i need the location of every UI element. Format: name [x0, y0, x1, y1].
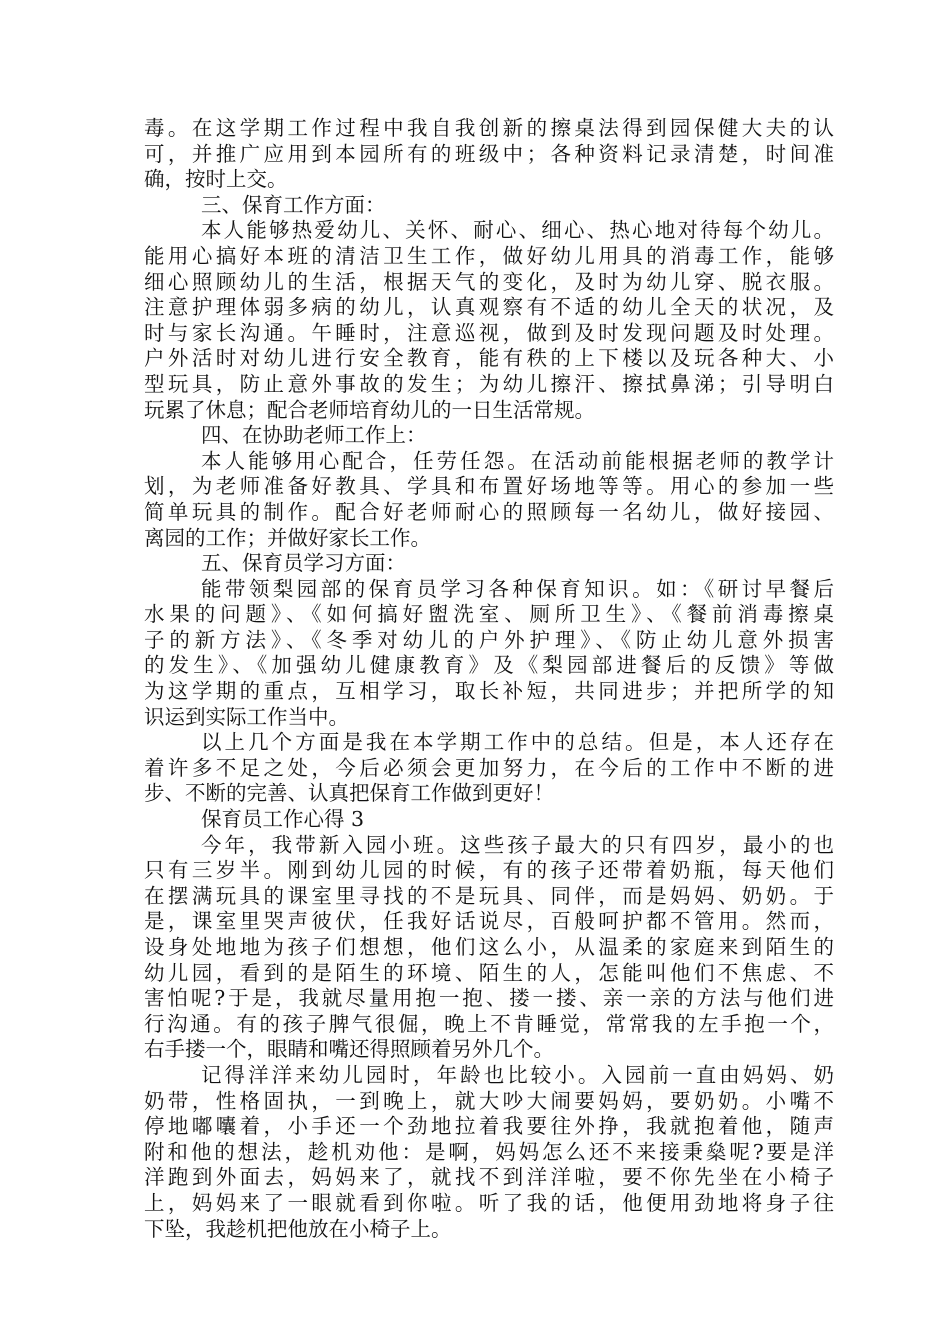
text-line: 时与家长沟通。午睡时，注意巡视，做到及时发现问题及时处理。: [144, 320, 834, 345]
text-line: 今年，我带新入园小班。这些孩子最大的只有四岁，最小的也: [201, 832, 834, 857]
text-line: 上，妈妈来了一眼就看到你啦。听了我的话，他便用劲地将身子往: [144, 1190, 834, 1215]
text-line: 本人能够用心配合，任劳任怨。在活动前能根据老师的教学计: [201, 448, 834, 473]
text-line: 可，并推广应用到本园所有的班级中；各种资料记录清楚，时间准: [144, 141, 834, 166]
text-line: 下坠，我趁机把他放在小椅子上。: [144, 1216, 452, 1241]
text-line: 本人能够热爱幼儿、关怀、耐心、细心、热心地对待每个幼儿。: [201, 218, 834, 243]
text-line: 划，为老师准备好教具、学具和布置好场地等等。用心的参加一些: [144, 474, 834, 499]
text-line: 能带领梨园部的保育员学习各种保育知识。如：《研讨早餐后: [201, 576, 834, 601]
text-line: 型玩具，防止意外事故的发生；为幼儿擦汗、擦拭鼻涕；引导明白: [144, 371, 834, 396]
text-line: 注意护理体弱多病的幼儿，认真观察有不适的幼儿全天的状况，及: [144, 295, 834, 320]
text-line: 五、保育员学习方面：: [201, 551, 406, 576]
text-line: 害怕呢?于是，我就尽量用抱一抱、搂一搂、亲一亲的方法与他们进: [144, 986, 834, 1011]
text-line: 离园的工作；并做好家长工作。: [144, 525, 431, 550]
text-line: 右手搂一个，眼睛和嘴还得照顾着另外几个。: [144, 1037, 554, 1062]
text-line: 幼儿园，看到的是陌生的环境、陌生的人，怎能叫他们不焦虑、不: [144, 960, 834, 985]
text-line: 确，按时上交。: [144, 167, 288, 192]
text-line: 为这学期的重点，互相学习，取长补短，共同进步；并把所学的知: [144, 679, 834, 704]
text-line: 停地嘟囔着，小手还一个劲地拉着我要往外挣，我就抱着他，随声: [144, 1114, 834, 1139]
document-body: [144, 116, 834, 1242]
text-line: 子的新方法》、《冬季对幼儿的户外护理》、《防止幼儿意外损害: [144, 627, 834, 652]
text-line: 的发生》、《加强幼儿健康教育》及《梨园部进餐后的反馈》等做: [144, 653, 834, 678]
text-line: 行沟通。有的孩子脾气很倔，晚上不肯睡觉，常常我的左手抱一个，: [144, 1011, 834, 1036]
text-line: 简单玩具的制作。配合好老师耐心的照顾每一名幼儿，做好接园、: [144, 499, 834, 524]
text-line: 设身处地地为孩子们想想，他们这么小，从温柔的家庭来到陌生的: [144, 935, 834, 959]
text-line: 毒。在这学期工作过程中我自我创新的擦桌法得到园保健大夫的认: [144, 116, 834, 140]
text-line: 玩累了休息；配合老师培育幼儿的一日生活常规。: [144, 397, 595, 422]
text-line: 记得洋洋来幼儿园时，年龄也比较小。入园前一直由妈妈、奶: [201, 1062, 834, 1087]
text-line: 着许多不足之处，今后必须会更加努力，在今后的工作中不断的进: [144, 755, 834, 780]
text-line: 细心照顾幼儿的生活，根据天气的变化，及时为幼儿穿、脱衣服。: [144, 269, 834, 294]
text-line: 户外活时对幼儿进行安全教育，能有秩的上下楼以及玩各种大、小: [144, 346, 834, 371]
text-line: 以上几个方面是我在本学期工作中的总结。但是，本人还存在: [201, 730, 834, 755]
text-line: 四、在协助老师工作上：: [201, 423, 427, 448]
text-line: 步、不断的完善、认真把保育工作做到更好！: [144, 781, 554, 806]
text-line: 水果的问题》、《如何搞好盥洗室、厕所卫生》、《餐前消毒擦桌: [144, 602, 834, 627]
text-line: 奶带，性格固执，一到晚上，就大吵大闹要妈妈，要奶奶。小嘴不: [144, 1088, 834, 1113]
text-line: 识运到实际工作当中。: [144, 704, 349, 729]
text-line: 只有三岁半。刚到幼儿园的时候，有的孩子还带着奶瓶，每天他们: [144, 858, 834, 883]
text-line: 是，课室里哭声彼伏，任我好话说尽，百般呵护都不管用。然而，: [144, 909, 834, 934]
text-line: 附和他的想法，趁机劝他：是啊，妈妈怎么还不来接秉燊呢?要是洋: [144, 1139, 834, 1164]
text-line: 洋跑到外面去，妈妈来了，就找不到洋洋啦，要不你先坐在小椅子: [144, 1165, 834, 1190]
text-line: 在摆满玩具的课室里寻找的不是玩具、同伴，而是妈妈、奶奶。于: [144, 883, 834, 908]
text-line: 保育员工作心得 3: [201, 807, 365, 832]
text-line: 三、保育工作方面：: [201, 192, 386, 217]
text-line: 能用心搞好本班的清洁卫生工作，做好幼儿用具的消毒工作，能够: [144, 243, 834, 268]
